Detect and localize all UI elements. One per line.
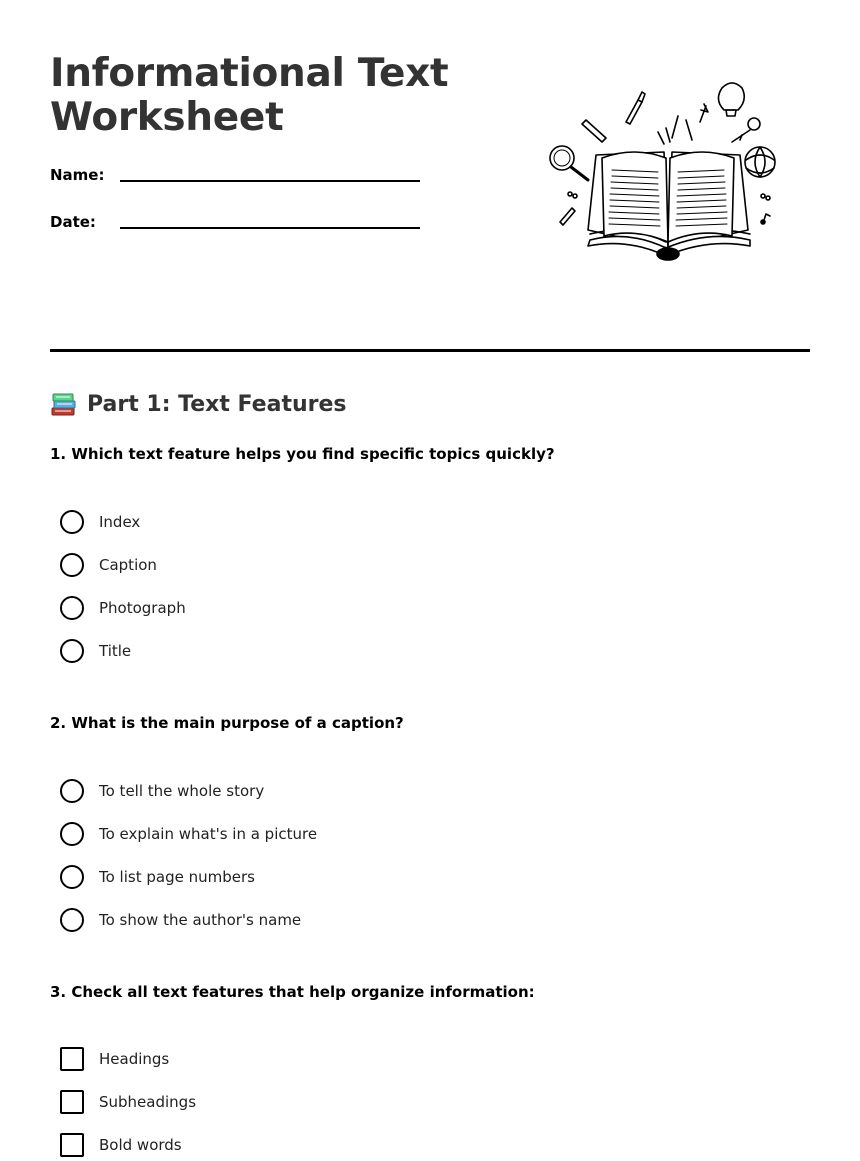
question-1-text: 1. Which text feature helps you find specific topics quickly? bbox=[50, 445, 555, 463]
option-label: Caption bbox=[99, 556, 157, 574]
q1-option-title[interactable] bbox=[60, 638, 131, 664]
checkbox[interactable] bbox=[60, 1133, 84, 1157]
option-label: Index bbox=[99, 513, 141, 531]
date-input-line[interactable] bbox=[120, 227, 420, 229]
radio-button[interactable] bbox=[60, 639, 84, 663]
books-icon bbox=[50, 390, 78, 418]
question-2-text: 2. What is the main purpose of a caption? bbox=[50, 714, 404, 732]
q3-option-headings[interactable] bbox=[60, 1046, 169, 1072]
option-label: To show the author's name bbox=[99, 911, 302, 929]
title-line-1: Informational Text bbox=[50, 51, 449, 96]
question-3-text: 3. Check all text features that help organize information: bbox=[50, 983, 535, 1001]
option-label: Subheadings bbox=[99, 1093, 197, 1111]
title-line-2: Worksheet bbox=[50, 95, 284, 140]
option-label: Headings bbox=[99, 1050, 170, 1068]
option-label: To tell the whole story bbox=[99, 782, 265, 800]
worksheet-title bbox=[50, 52, 448, 140]
checkbox[interactable] bbox=[60, 1047, 84, 1071]
radio-button[interactable] bbox=[60, 553, 84, 577]
option-label: To explain what's in a picture bbox=[99, 825, 318, 843]
q2-option-explain-picture[interactable] bbox=[60, 821, 317, 847]
section-divider bbox=[50, 349, 810, 352]
name-field bbox=[50, 166, 430, 190]
q1-option-photograph[interactable] bbox=[60, 595, 186, 621]
option-label: To list page numbers bbox=[99, 868, 255, 886]
name-input-line[interactable] bbox=[120, 180, 420, 182]
q1-option-caption[interactable] bbox=[60, 552, 157, 578]
option-label: Photograph bbox=[99, 599, 186, 617]
part1-heading bbox=[50, 389, 347, 419]
option-label: Title bbox=[99, 642, 132, 660]
radio-button[interactable] bbox=[60, 865, 84, 889]
q2-option-page-numbers[interactable] bbox=[60, 864, 255, 890]
radio-button[interactable] bbox=[60, 908, 84, 932]
q2-option-whole-story[interactable] bbox=[60, 778, 264, 804]
checkbox[interactable] bbox=[60, 1090, 84, 1114]
open-book-illustration-icon bbox=[546, 80, 786, 265]
date-field bbox=[50, 213, 430, 237]
option-label: Bold words bbox=[99, 1136, 182, 1154]
name-label: Name: bbox=[50, 166, 105, 184]
q2-option-author-name[interactable] bbox=[60, 907, 301, 933]
q3-option-subheadings[interactable] bbox=[60, 1089, 196, 1115]
radio-button[interactable] bbox=[60, 822, 84, 846]
q1-option-index[interactable] bbox=[60, 509, 140, 535]
radio-button[interactable] bbox=[60, 510, 84, 534]
part1-title: Part 1: Text Features bbox=[87, 391, 347, 417]
date-label: Date: bbox=[50, 213, 96, 231]
q3-option-bold-words[interactable] bbox=[60, 1132, 182, 1158]
radio-button[interactable] bbox=[60, 596, 84, 620]
radio-button[interactable] bbox=[60, 779, 84, 803]
